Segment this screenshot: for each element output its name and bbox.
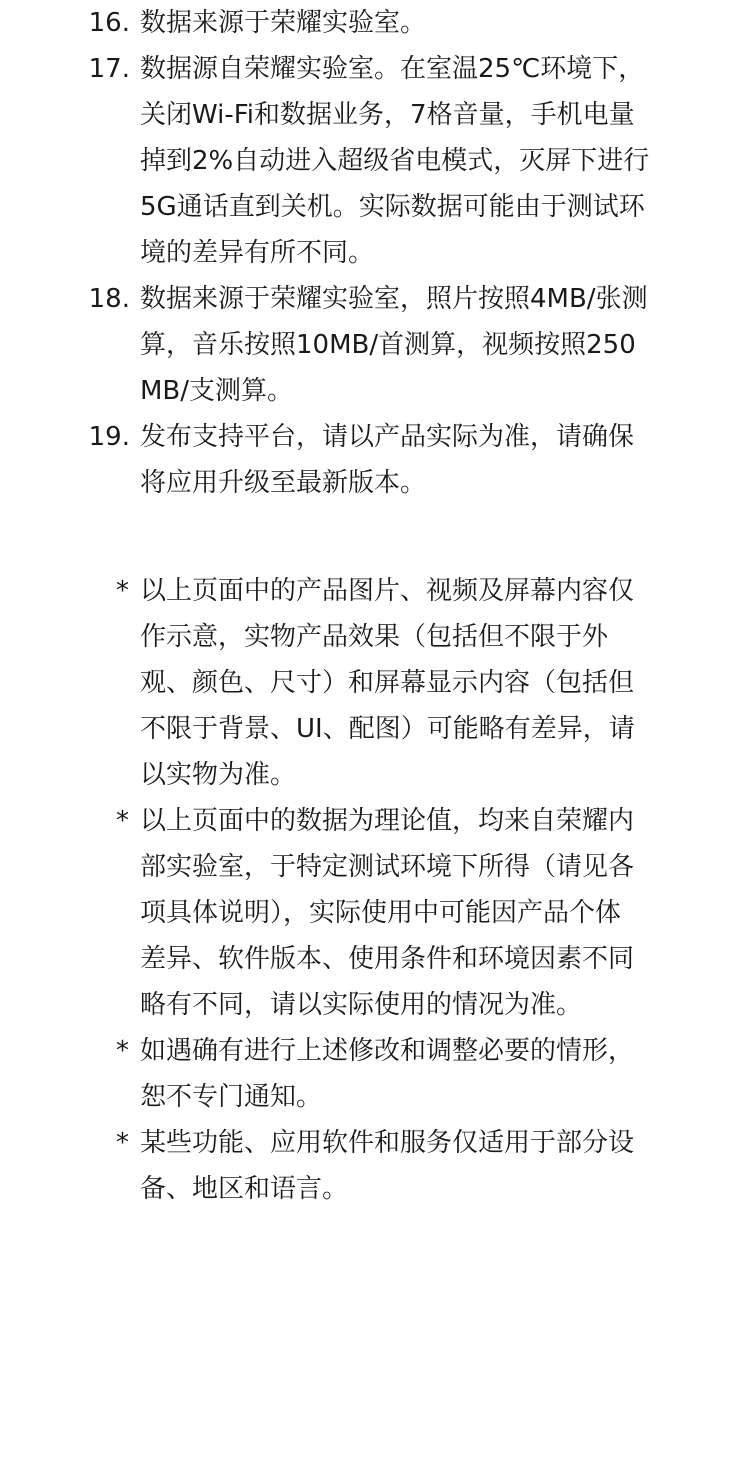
asterisk-marker: * xyxy=(116,806,129,836)
note-text: 数据来源于荣耀实验室，照片按照4MB/张测算，音乐按照10MB/首测算，视频按照250MB/支测算。 xyxy=(140,284,648,406)
note-item-17 xyxy=(0,46,655,276)
asterisk-marker: * xyxy=(116,1128,129,1158)
disclaimer-item xyxy=(0,1028,645,1120)
asterisk-marker: * xyxy=(116,576,129,606)
disclaimer-text: 以上页面中的产品图片、视频及屏幕内容仅作示意，实物产品效果（包括但不限于外观、颜色、尺寸）和屏幕显示内容（包括但不限于背景、UI、配图）可能略有差异，请以实物为准。 xyxy=(140,576,635,790)
disclaimer-text: 如遇确有进行上述修改和调整必要的情形，恕不专门通知。 xyxy=(140,1036,635,1112)
note-text: 数据源自荣耀实验室。在室温25℃环境下，关闭Wi-Fi和数据业务，7格音量，手机电量掉到2%自动进入超级省电模式，灭屏下进行5G通话直到关机。实际数据可能由于测试环境的差异有所不同。 xyxy=(140,54,650,268)
note-number: 17. xyxy=(88,54,130,84)
asterisk-marker: * xyxy=(116,1036,129,1066)
note-text: 数据来源于荣耀实验室。 xyxy=(140,8,427,38)
note-number: 19. xyxy=(88,422,130,452)
disclaimer-item xyxy=(0,1120,645,1212)
note-number: 18. xyxy=(88,284,130,314)
disclaimer-item xyxy=(0,798,645,1028)
note-text: 发布支持平台，请以产品实际为准，请确保将应用升级至最新版本。 xyxy=(140,422,635,498)
disclaimer-item xyxy=(0,568,645,798)
note-item-16 xyxy=(0,0,655,46)
disclaimer-text: 某些功能、应用软件和服务仅适用于部分设备、地区和语言。 xyxy=(140,1128,635,1204)
numbered-notes xyxy=(0,0,750,506)
disclaimer-list xyxy=(0,568,750,1212)
disclaimer-text: 以上页面中的数据为理论值，均来自荣耀内部实验室，于特定测试环境下所得（请见各项具体说明），实际使用中可能因产品个体差异、软件版本、使用条件和环境因素不同略有不同，请以实际使用的情况为准。 xyxy=(140,806,635,1020)
note-item-18 xyxy=(0,276,655,414)
note-item-19 xyxy=(0,414,655,506)
note-number: 16. xyxy=(88,8,130,38)
